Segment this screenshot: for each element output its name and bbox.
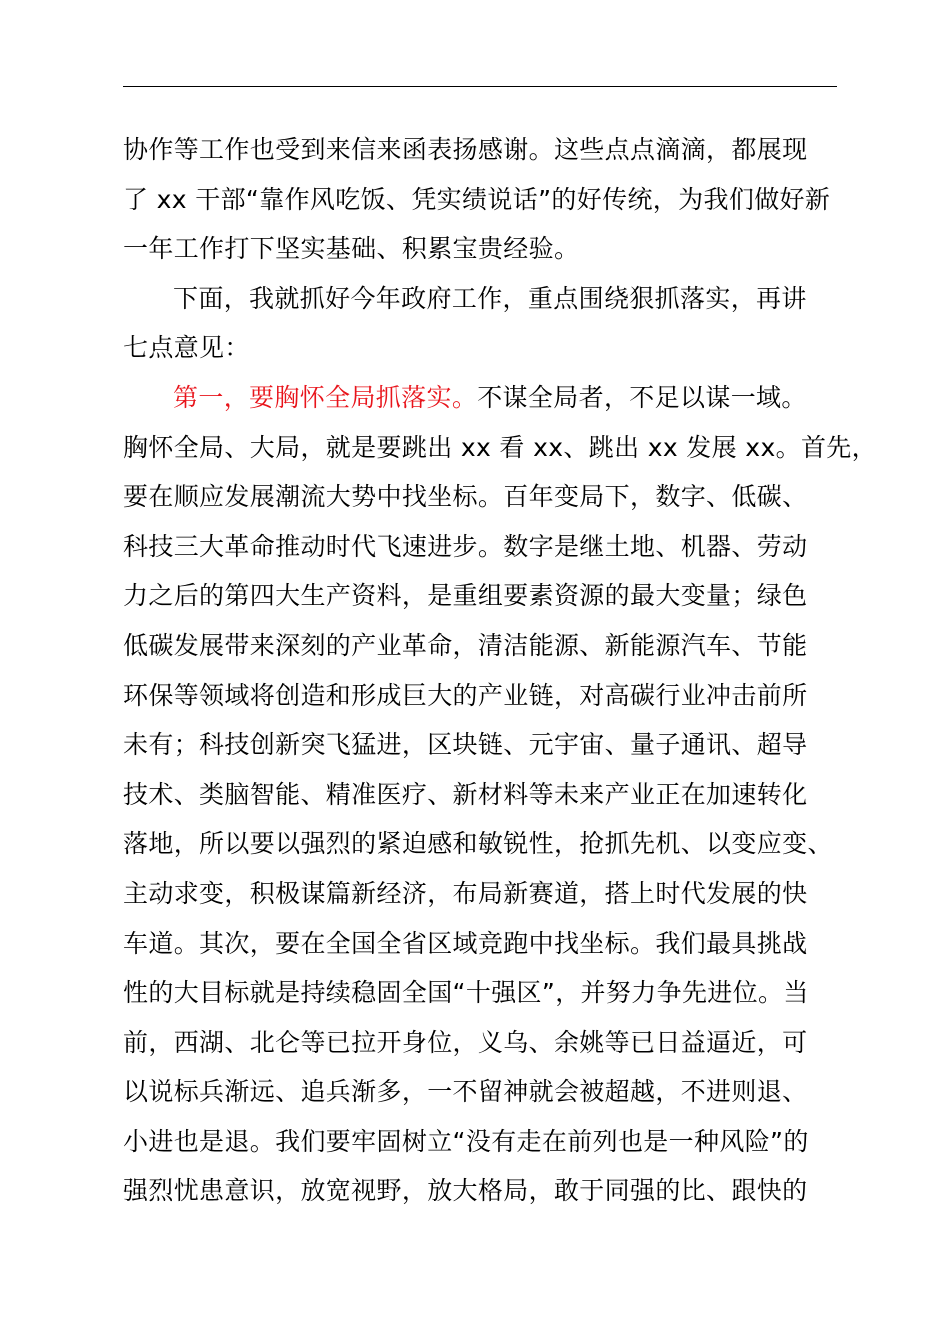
text-line: 一年工作打下坚实基础、积累宝贵经验。: [123, 234, 580, 264]
text-line: 协作等工作也受到来信来函表扬感谢。这些点点滴滴，都展现: [123, 135, 808, 164]
text-line: 低碳发展带来深刻的产业革命，清洁能源、新能源汽车、节能: [123, 630, 808, 660]
body-text: [123, 125, 877, 1216]
text-line: 技术、类脑智能、精准医疗、新材料等未来产业正在加速转化: [123, 779, 808, 809]
section-heading-first: 第一，要胸怀全局抓落实。: [173, 382, 478, 412]
text-line: 环保等领域将创造和形成巨大的产业链，对高碳行业冲击前所: [123, 680, 808, 710]
text-line: 前，西湖、北仑等已拉开身位，义乌、余姚等已日益逼近，可: [123, 1027, 808, 1057]
text-line: 要在顺应发展潮流大势中找坐标。百年变局下，数字、低碳、: [123, 482, 808, 512]
text-line: 性的大目标就是持续稳固全国“十强区”，并努力争先进位。当: [123, 978, 809, 1008]
text-line: 科技三大革命推动时代飞速进步。数字是继土地、机器、劳动: [123, 531, 808, 561]
section-heading-line: [123, 373, 843, 423]
text-line: 胸怀全局、大局，就是要跳出 xx 看 xx、跳出 xx 发展 xx。首先，: [123, 432, 877, 462]
section-heading-rest: 不谋全局者，不足以谋一域。: [477, 382, 807, 412]
text-line: 未有；科技创新突飞猛进，区块链、元宇宙、量子通讯、超导: [123, 730, 808, 760]
text-line: 小进也是退。我们要牢固树立“没有走在前列也是一种风险”的: [123, 1126, 809, 1156]
text-line: 以说标兵渐远、追兵渐多，一不留神就会被超越，不进则退、: [123, 1077, 808, 1107]
paragraph-start-line: 下面，我就抓好今年政府工作，重点围绕狠抓落实，再讲: [173, 283, 807, 313]
header-rule: [123, 86, 837, 87]
text-line: 力之后的第四大生产资料，是重组要素资源的最大变量；绿色: [123, 581, 808, 611]
text-line: 七点意见：: [123, 333, 250, 363]
text-line: 强烈忧患意识，放宽视野，放大格局，敢于同强的比、跟快的: [123, 1176, 808, 1206]
text-line: 主动求变，积极谋篇新经济，布局新赛道，搭上时代发展的快: [123, 878, 808, 908]
text-line: 了 xx 干部“靠作风吃饭、凭实绩说话”的好传统，为我们做好新: [123, 184, 831, 214]
text-line: 落地，所以要以强烈的紧迫感和敏锐性，抢抓先机、以变应变、: [123, 829, 833, 859]
text-line: 车道。其次，要在全国全省区域竞跑中找坐标。我们最具挑战: [123, 928, 808, 958]
